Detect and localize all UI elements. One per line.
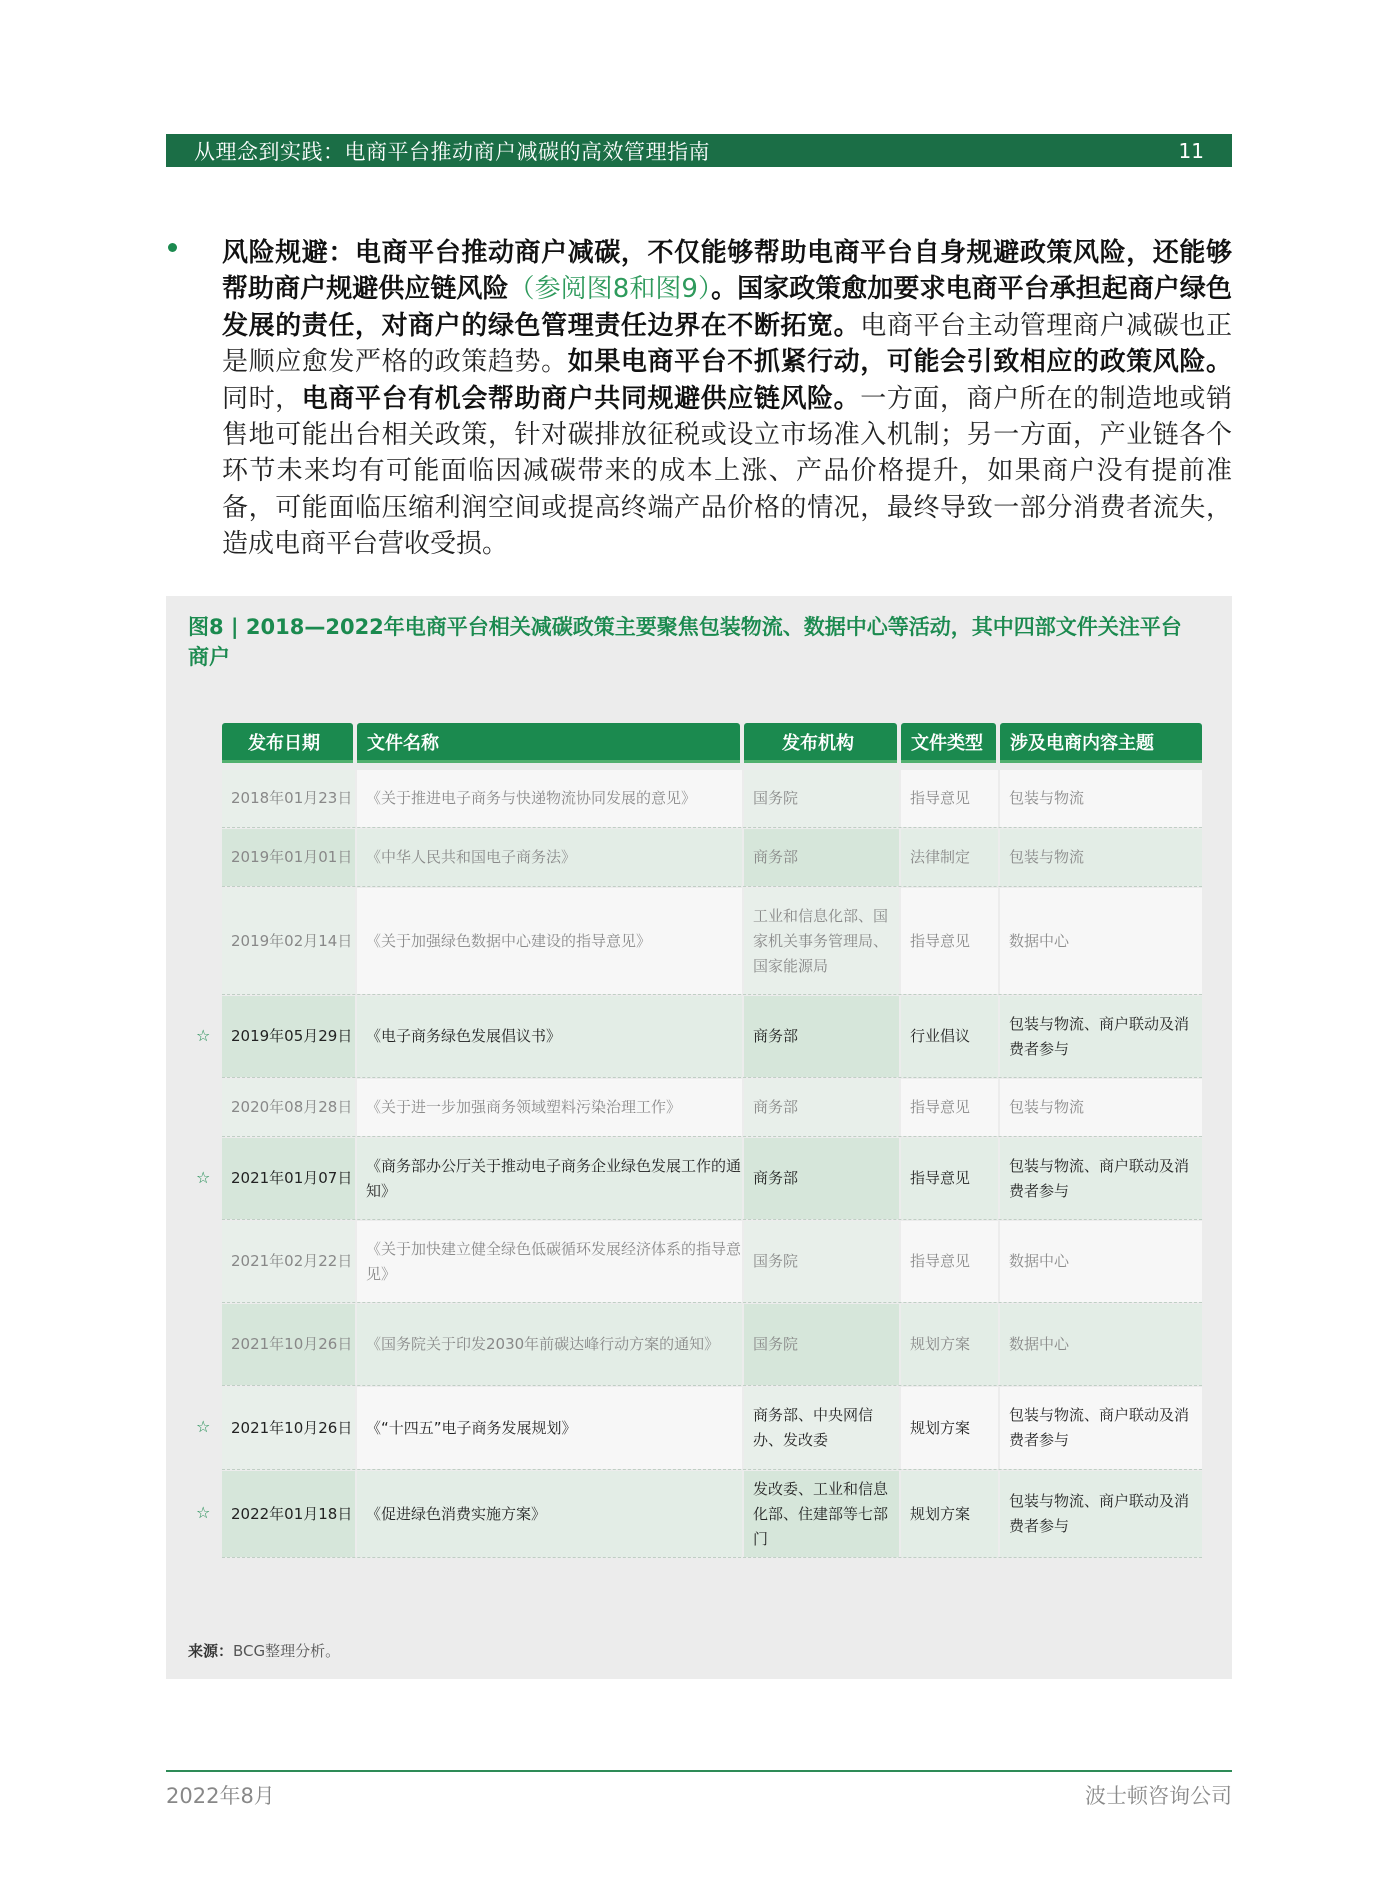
source-label: 来源： (188, 1642, 234, 1660)
row-issuer: 商务部 (744, 1079, 899, 1136)
table-row (222, 1387, 1202, 1469)
row-doc-type: 规划方案 (901, 1471, 998, 1557)
table-row (222, 1221, 1202, 1302)
table-row (222, 1079, 1202, 1136)
row-topic: 包装与物流 (1000, 770, 1202, 827)
bullet-dot (168, 243, 177, 252)
footer-divider (166, 1770, 1232, 1772)
table-row (222, 770, 1202, 827)
row-doc-type: 规划方案 (901, 1304, 998, 1385)
row-date: 2021年02月22日 (222, 1221, 355, 1302)
table-row (222, 996, 1202, 1077)
star-icon: ☆ (196, 1167, 211, 1187)
row-issuer: 商务部 (744, 829, 899, 886)
row-issuer: 国务院 (744, 1304, 899, 1385)
row-document-name: 《关于加强绿色数据中心建设的指导意见》 (357, 888, 742, 994)
figure-8 (166, 596, 1232, 1679)
row-topic: 包装与物流、商户联动及消费者参与 (1000, 1387, 1202, 1469)
table-row (222, 888, 1202, 994)
para-text-3: 电商平台主动管理商户减碳也正是顺应愈发严格的政策趋势。 (222, 310, 1232, 378)
row-issuer: 发改委、工业和信息化部、住建部等七部门 (744, 1471, 899, 1557)
para-text-7: 一方面，商户所在的制造地或销售地可能出台相关政策，针对碳排放征税或设立市场准入机制；另一方面，产业链各个环节未来均有可能面临因减碳带来的成本上涨、产品价格提升，如果商户没有提前准备，可能面临压缩利润空间或提高终端产品价格的情况，最终导致一部分消费者流失，造成电商平台营收受损。 (222, 383, 1232, 560)
col-header-type: 文件类型 (901, 723, 996, 763)
row-document-name: 《国务院关于印发2030年前碳达峰行动方案的通知》 (357, 1304, 742, 1385)
row-topic: 数据中心 (1000, 888, 1202, 994)
row-date: 2018年01月23日 (222, 770, 355, 827)
source-note (188, 1640, 340, 1661)
row-doc-type: 规划方案 (901, 1387, 998, 1469)
row-issuer: 工业和信息化部、国家机关事务管理局、国家能源局 (744, 888, 899, 994)
body-paragraph (222, 235, 1232, 563)
row-document-name: 《电子商务绿色发展倡议书》 (357, 996, 742, 1077)
row-document-name: 《关于加快建立健全绿色低碳循环发展经济体系的指导意见》 (357, 1221, 742, 1302)
star-icon: ☆ (196, 1503, 211, 1522)
row-document-name: 《促进绿色消费实施方案》 (357, 1471, 742, 1557)
para-bold-1: 风险规避：电商平台推动商户减碳，不仅能够帮助电商平台自身规避政策风险，还能够帮助商户规避供应链风险 (222, 238, 1232, 305)
row-doc-type: 指导意见 (901, 1079, 998, 1136)
row-issuer: 商务部 (744, 1138, 899, 1219)
row-document-name: 《“十四五”电子商务发展规划》 (357, 1387, 742, 1469)
row-doc-type: 行业倡议 (901, 996, 998, 1077)
table-row (222, 829, 1202, 886)
row-topic: 包装与物流、商户联动及消费者参与 (1000, 996, 1202, 1077)
row-date: 2021年01月07日 (222, 1138, 355, 1219)
para-text-5: 同时， (222, 383, 302, 414)
row-divider (222, 994, 1202, 995)
row-document-name: 《商务部办公厅关于推动电子商务企业绿色发展工作的通知》 (357, 1138, 742, 1219)
row-divider (222, 1077, 1202, 1078)
row-document-name: 《关于进一步加强商务领域塑料污染治理工作》 (357, 1079, 742, 1136)
row-issuer: 商务部 (744, 996, 899, 1077)
row-topic: 数据中心 (1000, 1304, 1202, 1385)
row-divider (222, 886, 1202, 887)
page-number: 11 (1178, 138, 1204, 163)
row-topic: 包装与物流、商户联动及消费者参与 (1000, 1138, 1202, 1219)
row-divider (222, 1557, 1202, 1558)
footer-date: 2022年8月 (166, 1784, 275, 1808)
row-issuer: 国务院 (744, 1221, 899, 1302)
row-date: 2022年01月18日 (222, 1471, 355, 1557)
source-text: BCG整理分析。 (233, 1642, 341, 1660)
col-header-org: 发布机构 (744, 723, 897, 763)
para-bold-6: 电商平台有机会帮助商户共同规避供应链风险。 (301, 383, 861, 414)
row-topic: 包装与物流 (1000, 1079, 1202, 1136)
col-header-name: 文件名称 (357, 723, 740, 763)
row-doc-type: 指导意见 (901, 888, 998, 994)
para-bold-2: 。国家政策愈加要求电商平台承担起商户绿色发展的责任，对商户的绿色管理责任边界在不断拓宽。 (222, 274, 1232, 341)
row-date: 2019年01月01日 (222, 829, 355, 886)
table-row (222, 1304, 1202, 1385)
figure-title: 图8 | 2018—2022年电商平台相关减碳政策主要聚焦包装物流、数据中心等活动，其中四部文件关注平台商户 (188, 615, 1182, 669)
row-divider (222, 1469, 1202, 1470)
document-title: 从理念到实践：电商平台推动商户减碳的高效管理指南 (194, 139, 710, 164)
row-divider (222, 827, 1202, 828)
figure-reference-link[interactable]: （参阅图8和图9） (508, 274, 712, 305)
star-icon: ☆ (196, 1025, 211, 1045)
table-row (222, 1138, 1202, 1219)
row-document-name: 《中华人民共和国电子商务法》 (357, 829, 742, 886)
row-date: 2020年08月28日 (222, 1079, 355, 1136)
para-bold-4: 如果电商平台不抓紧行动，可能会引致相应的政策风险。 (567, 347, 1232, 378)
row-issuer: 国务院 (744, 770, 899, 827)
col-header-topic: 涉及电商内容主题 (1000, 723, 1202, 763)
row-date: 2021年10月26日 (222, 1304, 355, 1385)
footer-org: 波士顿咨询公司 (1085, 1784, 1232, 1808)
row-divider (222, 1302, 1202, 1303)
row-topic: 包装与物流、商户联动及消费者参与 (1000, 1471, 1202, 1557)
row-divider (222, 1219, 1202, 1220)
row-topic: 数据中心 (1000, 1221, 1202, 1302)
row-divider (222, 1385, 1202, 1386)
row-topic: 包装与物流 (1000, 829, 1202, 886)
row-issuer: 商务部、中央网信办、发改委 (744, 1387, 899, 1469)
row-divider (222, 1136, 1202, 1137)
col-header-date: 发布日期 (222, 723, 353, 763)
header-bar (166, 134, 1232, 167)
row-doc-type: 指导意见 (901, 770, 998, 827)
row-date: 2019年05月29日 (222, 996, 355, 1077)
row-doc-type: 法律制定 (901, 829, 998, 886)
row-document-name: 《关于推进电子商务与快递物流协同发展的意见》 (357, 770, 742, 827)
star-icon: ☆ (196, 1417, 211, 1436)
row-doc-type: 指导意见 (901, 1138, 998, 1219)
row-date: 2019年02月14日 (222, 888, 355, 994)
table-row (222, 1471, 1202, 1557)
row-doc-type: 指导意见 (901, 1221, 998, 1302)
row-date: 2021年10月26日 (222, 1387, 355, 1469)
